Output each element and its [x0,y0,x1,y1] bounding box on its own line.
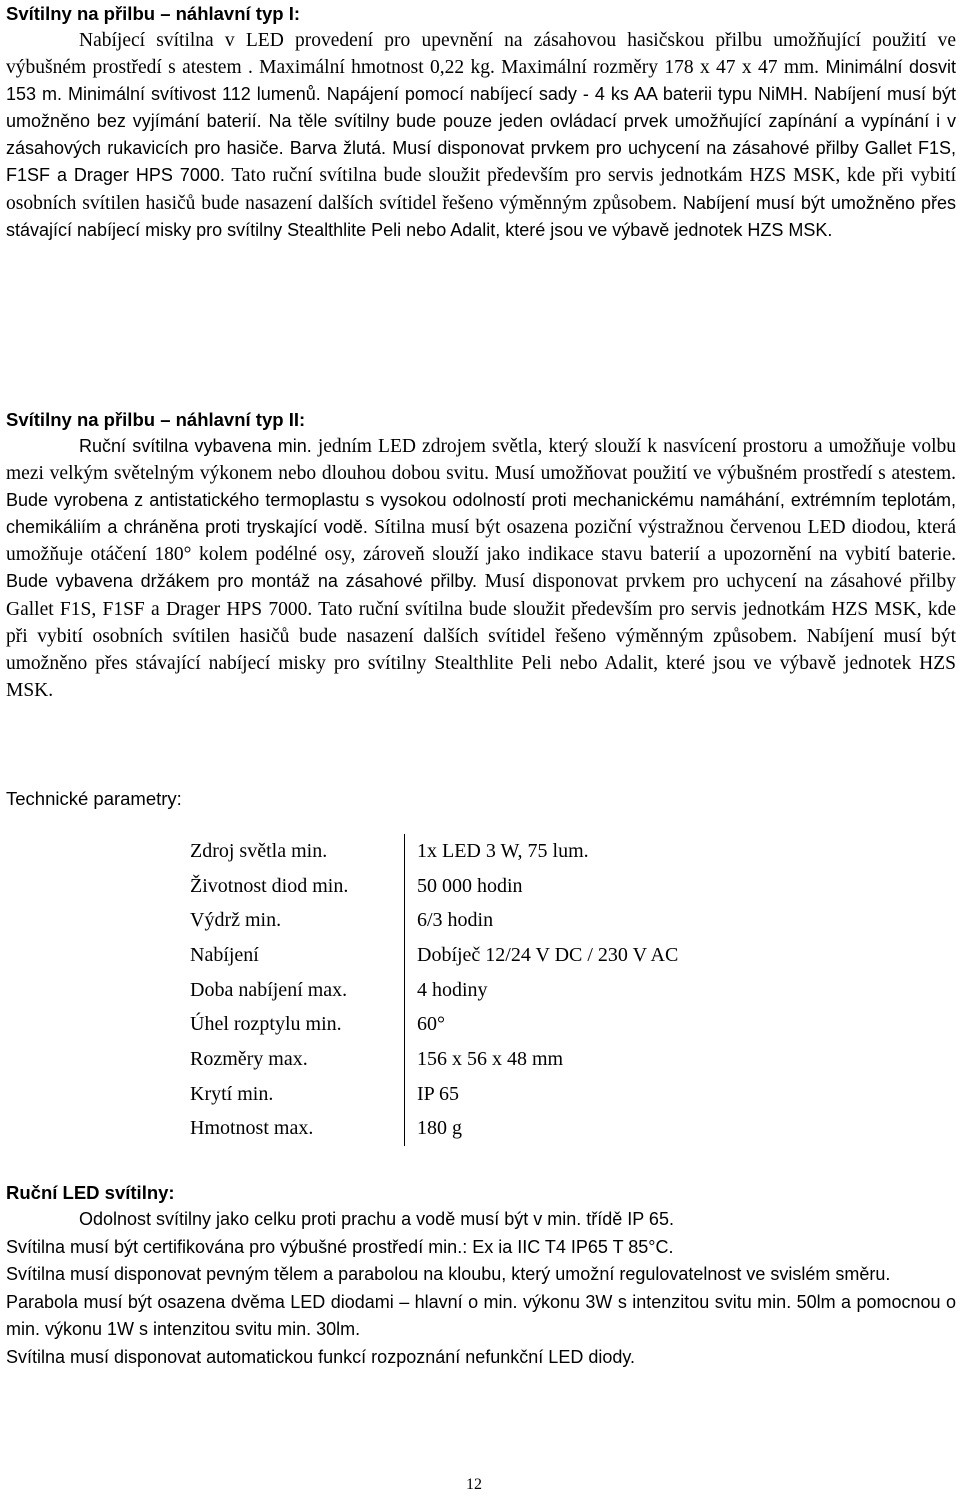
body-text: Musí disponovat prvkem pro uchycení na zásahové přilby Gallet F1S, F1SF a Drager HPS 7000. Tato ruční svítilna bude sloužit především pro servis jednotkám HZS MSK, kde při vybití osobních svítilen hasičů bude nasazení dalších svítidel řešeno výměnným způsobem. Nabíjení musí být umožněno přes stávající nabíjecí misky pro svítilny Stealthlite Peli nebo Adalit, které jsou ve výbavě jednotek HZS MSK. [6,571,956,701]
requirement-line: Svítilna musí disponovat pevným tělem a parabolou na kloubu, který umožní regulovatelnost ve svislém směru. [6,1264,891,1285]
tech-param-row [190,903,678,938]
section-body [6,433,956,704]
page-number: 12 [466,1476,482,1493]
tech-param-row [190,1042,678,1077]
section-heading: Svítilny na přilbu – náhlavní typ I: [6,3,300,24]
tech-param-row [190,1112,678,1147]
tech-param-row [190,1007,678,1042]
tech-param-row [190,1077,678,1112]
tech-param-name: Úhel rozptylu min. [190,1013,342,1036]
body-text: Nabíjecí svítilna v LED provedení pro upevnění na zásahovou hasičskou přilbu umožňující použití ve výbušném prostředí s atestem . Maximální hmotnost 0,22 kg. Maximální rozměry 178 x 47 x 47 mm. [6,30,956,79]
tech-param-row [190,834,678,869]
body-text: Bude vybavena držákem pro montáž na zásahové přilby. [6,571,478,592]
body-text: jedním LED zdrojem světla, který slouží k nasvícení prostoru a umožňuje volbu mezi velkým světelným výkonem nebo dlouhou dobou svitu. Musí umožňovat použití ve výbušném prostředí s atestem. [6,436,957,485]
tech-param-name: Rozměry max. [190,1047,308,1070]
tech-param-value: 60° [405,1007,679,1042]
tech-params-table [190,834,678,1146]
tech-param-name: Nabíjení [190,943,259,966]
body-text: Minimální dosvit 153 m. Minimální svítivost 112 lumenů. Napájení pomocí nabíjecí sady - 4 ks AA baterii typu NiMH. Nabíjení musí být umožněno bez vyjímání baterií. Na těle svítilny bude pouze jeden ovládací prvek umožňující zapínání a vypínání i v zásahových rukavicích pro hasiče. Barva žlutá. Musí disponovat prvkem pro uchycení na zásahové přilby Gallet F1S, F1SF a Drager HPS 7000. [6,57,956,186]
tech-param-name: Hmotnost max. [190,1117,314,1140]
body-text: Nabíjení musí být umožněno přes stávající nabíjecí misky pro svítilny Stealthlite Peli nebo Adalit, které jsou ve výbavě jednotek HZS MSK. [6,192,956,240]
tech-param-value: 4 hodiny [405,973,679,1008]
section-helmet-light-type-1 [6,0,956,244]
tech-param-value: Dobíječ 12/24 V DC / 230 V AC [405,938,679,973]
body-text: Sítilna musí být osazena poziční výstražnou červenou LED diodou, která umožňuje otáčení 180° kolem podélné osy, zároveň slouží jako indikace stavu baterií a upozornění na vybití baterie. [6,517,956,566]
body-text: Ruční svítilna vybavena min. [79,436,312,456]
tech-param-name: Výdrž min. [190,909,282,932]
tech-param-value: 6/3 hodin [405,903,679,938]
tech-param-name: Zdroj světla min. [190,839,328,862]
tech-param-name: Krytí min. [190,1082,274,1105]
tech-param-value: 1x LED 3 W, 75 lum. [405,834,679,869]
requirement-line: Odolnost svítilny jako celku proti prachu a vodě musí být v min. třídě IP 65. [79,1209,674,1229]
section-helmet-light-type-2 [6,406,956,704]
tech-param-value: 180 g [405,1112,679,1147]
tech-param-row [190,938,678,973]
tech-param-name: Doba nabíjení max. [190,978,348,1001]
body-text: Bude vyrobena z antistatického termoplastu s vysokou odolností proti mechanickému namáhání, extrémním teplotám, chemikáliím a chráněna proti tryskající vodě. [6,490,956,538]
tech-param-value: 50 000 hodin [405,869,679,904]
requirement-line: Parabola musí být osazena dvěma LED diodami – hlavní o min. výkonu 3W s intenzitou svitu min. 50lm a pomocnou o min. výkonu 1W s intenzitou svitu min. 30lm. [6,1291,956,1340]
section-hand-led-lights [6,1179,956,1372]
tech-param-row [190,973,678,1008]
requirement-line: Svítilna musí disponovat automatickou funkcí rozpoznání nefunkční LED diody. [6,1346,636,1367]
section-heading: Ruční LED svítilny: [6,1182,175,1203]
tech-params-label: Technické parametry: [6,788,182,809]
tech-param-value: IP 65 [405,1077,679,1112]
section-body [6,27,956,244]
requirement-line: Svítilna musí být certifikována pro výbušné prostředí min.: Ex ia IIC T4 IP65 T 85°C. [6,1236,674,1257]
tech-param-row [190,869,678,904]
section-heading: Svítilny na přilbu – náhlavní typ II: [6,409,306,430]
tech-param-value: 156 x 56 x 48 mm [405,1042,679,1077]
body-text: Tato ruční svítilna bude sloužit především pro servis jednotkám HZS MSK, kde při vybití osobních svítilen hasičů bude nasazení dalších svítidel řešeno výměnným způsobem. [6,165,956,214]
tech-param-name: Životnost diod min. [190,874,349,897]
